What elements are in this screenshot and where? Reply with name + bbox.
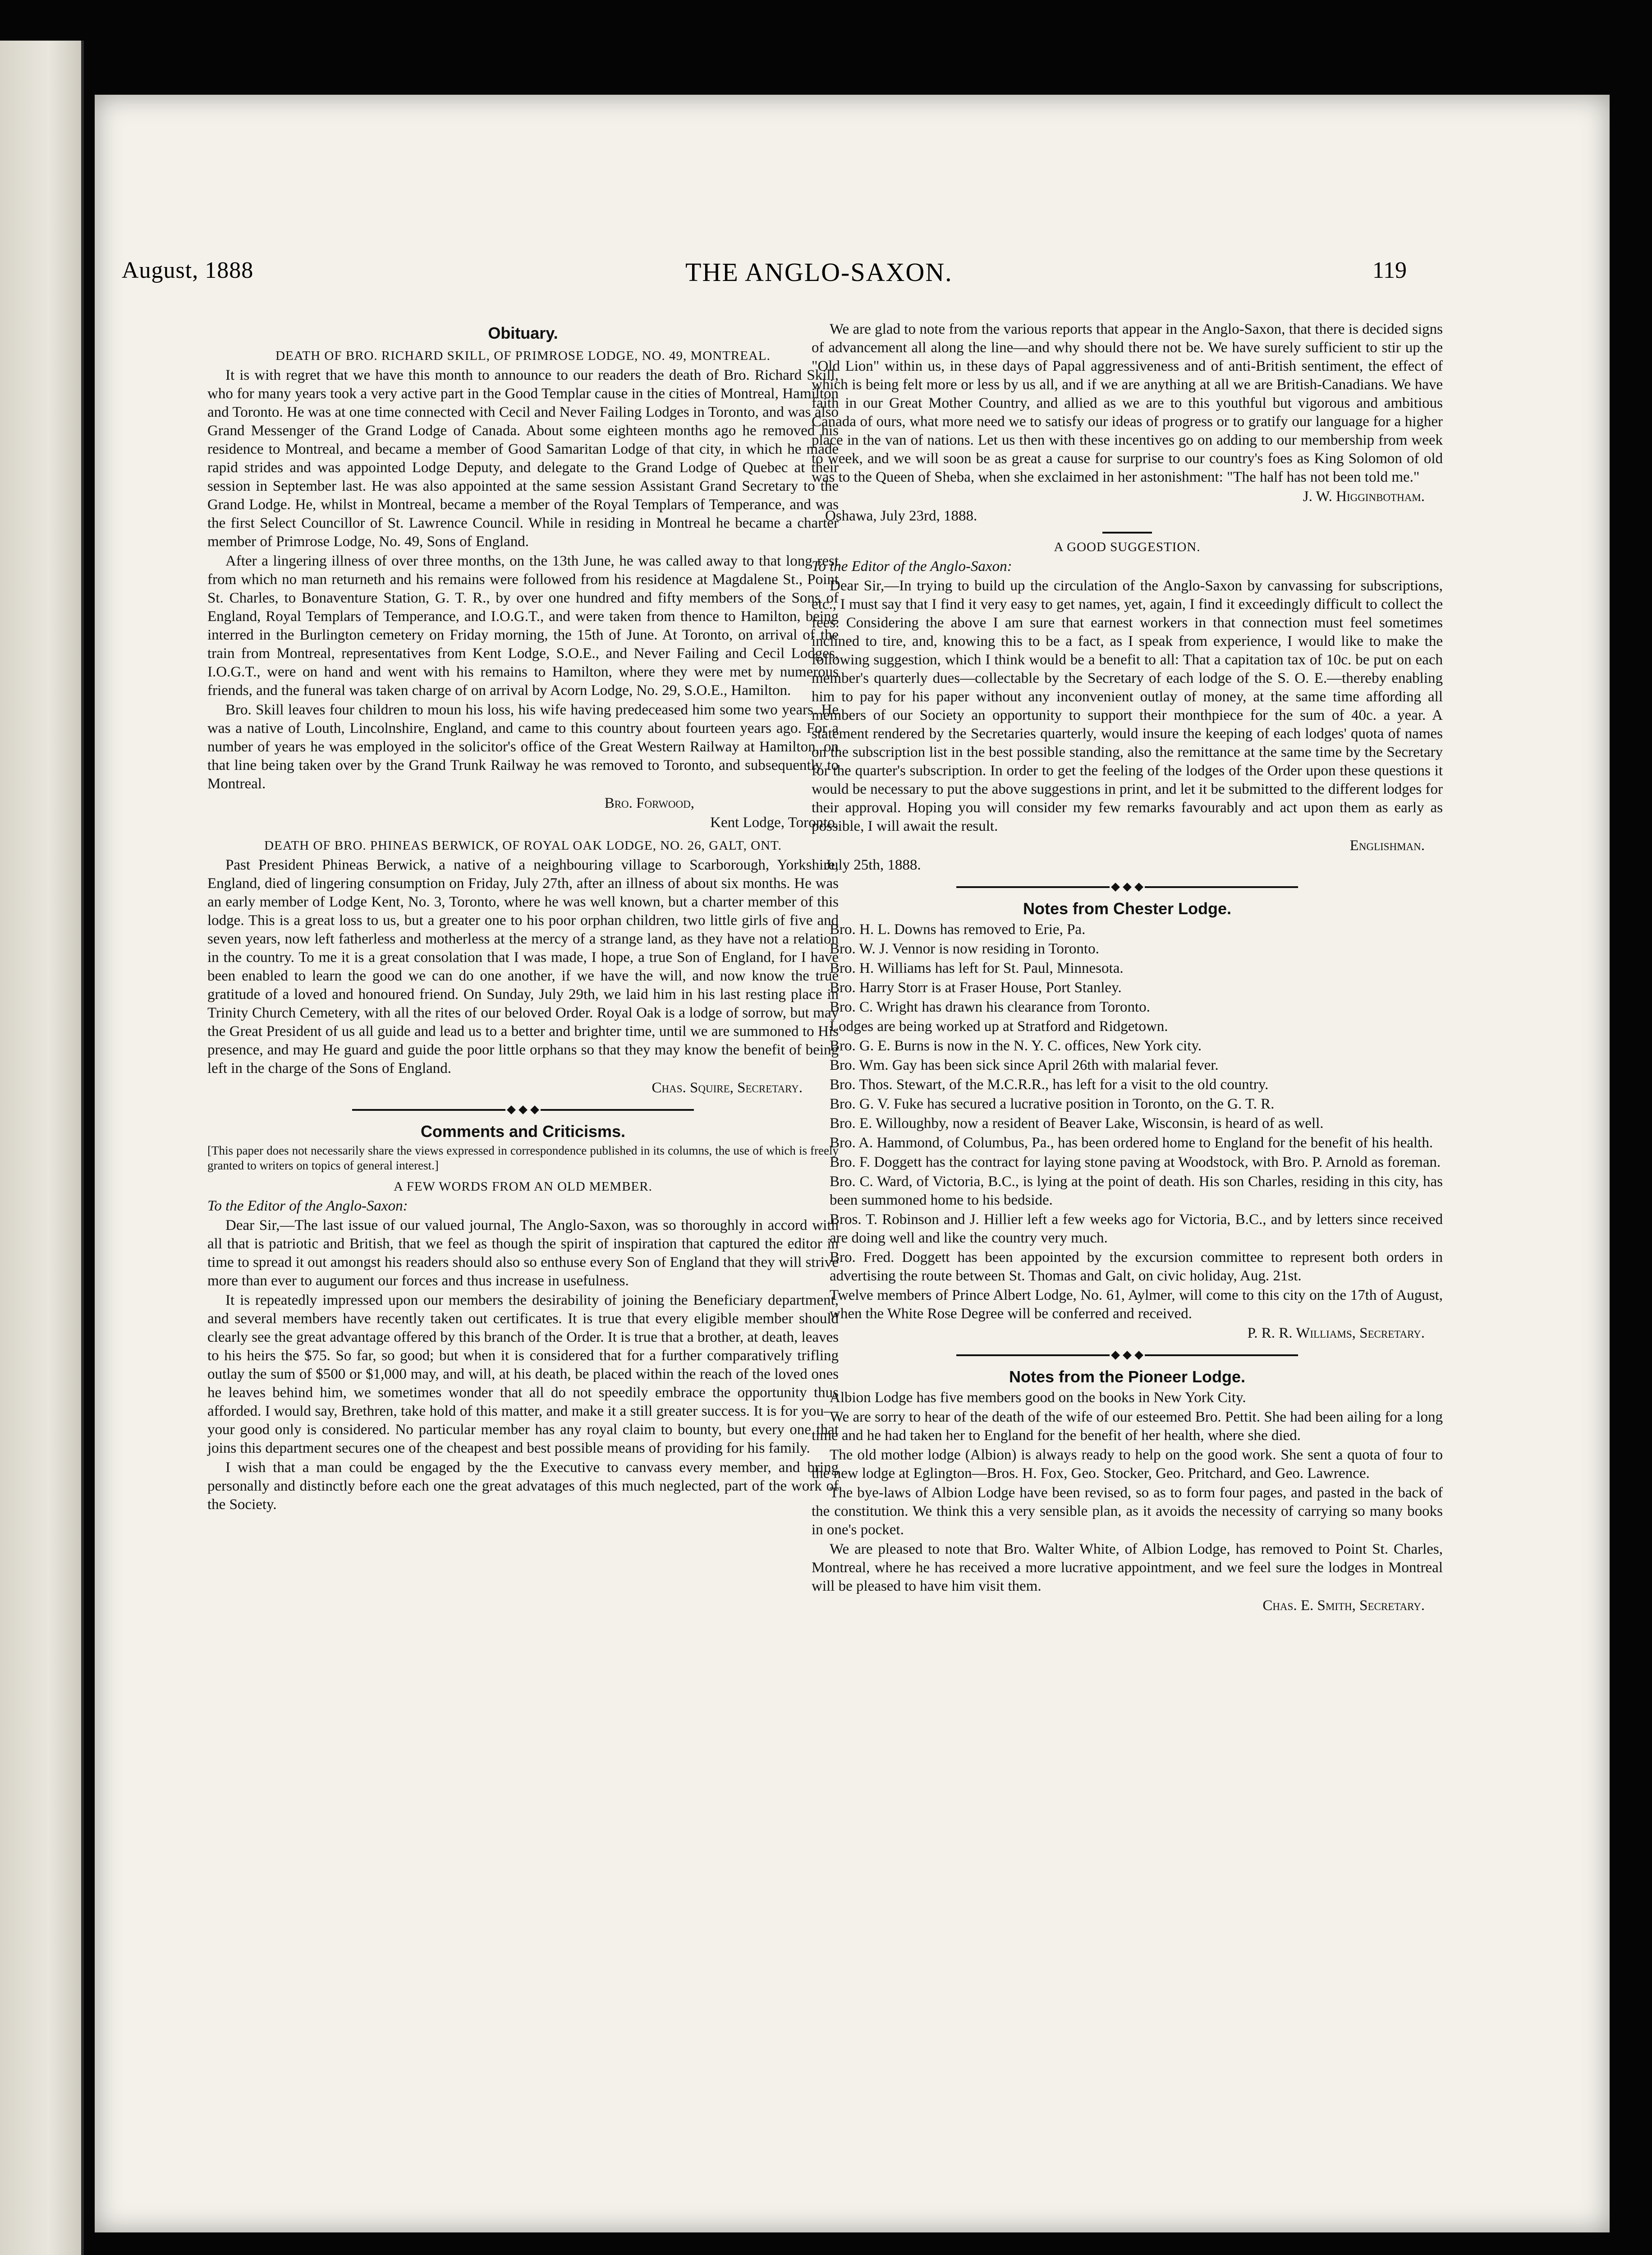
ornament-divider-pioneer [812,1345,1443,1364]
list-item: Bros. T. Robinson and J. Hillier left a few weeks ago for Victoria, B.C., and by letters since received are doing well and like the country very much. [830,1211,1443,1246]
berwick-paragraph: Past President Phineas Berwick, a native of a neighbouring village to Scarborough, Yorkshire, England, died of lingering consumption on Friday, July 27th, after an illness of about six months. He was an early member of Lodge Kent, No. 3, Toronto, where he was well known, but a charter member of this lodge. This is a great loss to us, but a greater one to his poor orphan children, two little girls of five and seven years, now left fatherless and motherless at the mercy of a strange land, as they have not a relation in the country. To me it is a great consolation that I was made, I hope, a true Son of England, for I have been enabled to learn the good we can do one another, if we have the will, and now know the true gratitude of a loved and honoured friend. On Sunday, July 29th, we laid him in his last resting place in Trinity Church Cemetery, with all the rites of our beloved Order. Royal Oak is a lodge of sorrow, but may the Great President of us all guide and lead us to a better and brighter time, until we are summoned to His presence, and may He guard and guide the poor little orphans so that they may know the benefit of being left in the charge of the Sons of England. [207,857,839,1077]
skill-signature: Bro. Forwood, [604,795,694,811]
list-item: Bro. E. Willoughby, now a resident of Beaver Lake, Wisconsin, is heard of as well. [830,1115,1324,1132]
berwick-signature: Chas. Squire, Secretary. [652,1080,803,1096]
pioneer-paragraph-5: We are pleased to note that Bro. Walter White, of Albion Lodge, has removed to Point St. Charles, Montreal, where he has received a more lucrative appointment, and we feel sure the lodges in Montreal will be pleased to have him visit them. [812,1541,1443,1594]
list-item: Bro. Thos. Stewart, of the M.C.R.R., has left for a visit to the old country. [830,1077,1269,1093]
page-number: 119 [1372,258,1407,283]
list-item: Bro. C. Ward, of Victoria, B.C., is lying at the point of death. His son Charles, residing in this city, has been summoned home to his bedside. [830,1174,1443,1208]
left-column [207,320,839,1515]
skill-paragraph-2: After a lingering illness of over three months, on the 13th June, he was called away to that long rest from which no man returneth and his remains were followed from his residence at Magdalene St., Point St. Charles, to Bonaventure Station, G. T. R., by over one hundred and fifty members of the Sons of England, Royal Templars of Temperance, and I.O.G.T., and were taken from thence to Hamilton, being interred in the Burlington cemetery on Friday morning, the 15th of June. At Toronto, on arrival of the train from Montreal, representatives from Kent Lodge, S.O.E., and Never Failing and Cecil Lodges, I.O.G.T., were on hand and went with his remains to Hamilton, where they were met by numerous friends, and the funeral was taken charge of on arrival by Acorn Lodge, No. 29, S.O.E., Hamilton. [207,553,839,699]
glad-to-note-paragraph: We are glad to note from the various reports that appear in the Anglo-Saxon, that there is decided signs of advancement all along the line—and why should there not be. We have surely sufficient to stir up the "Old Lion" within us, in these days of Papal aggressiveness and of anti-British sentiment, the effect of which is being felt more or less by us all, and if we are anything at all we are British-Canadians. We have faith in our Great Mother Country, and allied as we are to this youthful but vigorous and ambitious Canada of ours, what more need we to satisfy our ideas of progress or to gratify our language for a higher place in the van of nations. Let us then with these incentives go on adding to our membership from week to week, and we will soon be as great a cause for surprise to our country's foes as King Solomon of old was to the Queen of Sheba, when she exclaimed in her astonishment: "The half has not been told me." [812,321,1443,485]
page-header [122,257,1407,293]
williams-signature: P. R. R. Williams, Secretary. [1247,1325,1425,1341]
pioneer-paragraph-4: The bye-laws of Albion Lodge have been revised, so as to form four pages, and pasted in the back of the constitution. We think this a very sensible plan, as it avoids the necessity of carrying so many books in one's pocket. [812,1485,1443,1538]
pioneer-paragraph-2: We are sorry to hear of the death of the wife of our esteemed Bro. Pettit. She had been ailing for a long time and he had taken her to England for the benefit of her health, where she died. [812,1409,1443,1444]
to-editor-salutation: To the Editor of the Anglo-Saxon: [207,1198,408,1214]
berwick-death-heading: DEATH OF BRO. PHINEAS BERWICK, OF ROYAL OAK LODGE, NO. 26, GALT, ONT. [264,838,782,853]
skill-paragraph-3: Bro. Skill leaves four children to moun his loss, his wife having predeceased him some two years. He was a native of Louth, Lincolnshire, England, and came to this country about fourteen years ago. For a number of years he was employed in the solicitor's office of the Great Western Railway at Hamilton, on that line being taken over by the Grand Trunk Railway he was removed to Toronto, and subsequently to Montreal. [207,702,839,792]
list-item: Bro. W. J. Vennor is now residing in Toronto. [830,941,1099,957]
suggestion-paragraph: Dear Sir,—In trying to build up the circulation of the Anglo-Saxon by canvassing for subscriptions, etc., I must say that I find it very easy to get names, yet, again, I find it exceedingly difficult to collect the fees. Considering the above I am sure that earnest workers in that connection must feel sometimes inclined to tire, and, knowing this to be a fact, as I speak from experience, I would like to make the following suggestion, which I think would be a benefit to all: That a capitation tax of 10c. be put on each member's quarterly dues—collectable by the Secretary of each lodge of the S. O. E.—thereby enabling him to pay for his paper without any inconvenient outlay of money, at the same time affording all members of our Society an opportunity to support their monthpiece for the sum of 40c. a year. A statement rendered by the Secretaries quarterly, would insure the keeping of each lodges' quota of names on the subscription list in the best possible standing, also the remittance at the same time by the Secretary for the quarter's subscription. In order to get the feeling of the lodges of the Order upon these questions it would be necessary to put the above suggestions in print, and let it be submitted to the different lodges for their approval. Hoping you will consider my few remarks favourably and act upon them as early as possible, I will await the result. [812,578,1443,834]
issue-date: August, 1888 [122,258,254,283]
old-member-paragraph-3: I wish that a man could be engaged by the the Executive to canvass every member, and bring personally and distinctly before each one the great advatages of this much neglected, part of the work of the Society. [207,1459,839,1513]
list-item: Twelve members of Prince Albert Lodge, No. 61, Aylmer, will come to this city on the 17th of August, when the White Rose Degree will be conferred and received. [830,1287,1443,1322]
oshawa-dateline: Oshawa, July 23rd, 1888. [825,508,977,524]
list-item: Bro. H. L. Downs has removed to Erie, Pa. [830,921,1086,938]
publication-title: THE ANGLO-SAXON. [685,258,953,287]
pioneer-paragraph-1: Albion Lodge has five members good on the books in New York City. [830,1390,1246,1406]
smith-signature: Chas. E. Smith, Secretary. [1262,1597,1425,1614]
obituary-heading: Obituary. [488,324,558,342]
skill-paragraph-1: It is with regret that we have this month to announce to our readers the death of Bro. Richard Skill, who for many years took a very active part in the Good Templar cause in the cities of Montreal, Hamilton and Toronto. He was at one time connected with Cecil and Never Failing Lodges in Toronto, and was also Grand Messenger of the Grand Lodge of Canada. About some eighteen months ago he removed his residence to Montreal, and became a member of Good Samaritan Lodge of that city, in which he made rapid strides and was appointed Lodge Deputy, and delegate to the Grand Lodge of Quebec at their session in September last. He was also appointed at the same session Assistant Grand Secretary to the Grand Lodge. He, whilst in Montreal, became a member of the Royal Templars of Temperance, and was the first Select Councillor of St. Lawrence Council. While in residing in Montreal he became a charter member of Primrose Lodge, No. 49, Sons of England. [207,367,839,550]
list-item: Bro. C. Wright has drawn his clearance from Toronto. [830,999,1150,1015]
chester-lodge-heading: Notes from Chester Lodge. [1023,899,1232,918]
old-member-paragraph-1: Dear Sir,—The last issue of our valued journal, The Anglo-Saxon, was so thoroughly in accord with all that is patriotic and British, that we feel as though the spirit of inspiration that captured the editor in time to spread it out amongst his readers should also so enthuse every Son of England that they will strive more than ever to augument our forces and thus increase in usefulness. [207,1217,839,1289]
ornament-divider [207,1100,839,1118]
list-item: Bro. Wm. Gay has been sick since April 26th with malarial fever. [830,1057,1219,1073]
right-column [812,320,1443,1616]
higginbotham-signature: J. W. Higginbotham. [1303,488,1425,505]
old-member-paragraph-2: It is repeatedly impressed upon our members the desirability of joining the Beneficiary department, and several members have recently taken out certificates. It is true that every eligible member should clearly see the great advantage offered by this branch of the Order. It is true that a brother, at death, leaves to his heirs the $75. So far, so good; but when it is considered that for a further comparatively trifling outlay the sum of $500 or $1,000 may, and will, at his death, be placed within the reach of the loved ones he leaves behind him, we sometimes wonder that all do not speedily embrace the opportunity thus afforded. I would say, Brethren, take hold of this matter, and make it a still greater success. It is for you—your good only is considered. No particular member has any royal claim to bounty, but every one that joins this department secures one of the cheapest and best possible means of providing for his family. [207,1292,839,1456]
skill-death-heading: DEATH OF BRO. RICHARD SKILL, OF PRIMROSE LODGE, NO. 49, MONTREAL. [275,349,771,363]
pioneer-lodge-heading: Notes from the Pioneer Lodge. [1009,1367,1246,1386]
ornament-divider-chester [812,877,1443,896]
adjacent-page-edge [0,41,84,2255]
list-item: Lodges are being worked up at Stratford and Ridgetown. [830,1018,1168,1035]
pioneer-paragraph-3: The old mother lodge (Albion) is always ready to help on the good work. She sent a quota of four to the new lodge at Eglington—Bros. H. Fox, Geo. Stocker, Geo. Pritchard, and Geo. Lawrence. [812,1447,1443,1482]
list-item: Bro. A. Hammond, of Columbus, Pa., has been ordered home to England for the benefit of his health. [830,1135,1433,1151]
list-item: Bro. H. Williams has left for St. Paul, Minnesota. [830,960,1124,976]
list-item: Bro. Harry Storr is at Fraser House, Port Stanley. [830,980,1122,996]
to-editor-salutation-right: To the Editor of the Anglo-Saxon: [812,558,1012,575]
old-member-heading: A FEW WORDS FROM AN OLD MEMBER. [394,1179,652,1194]
comments-heading: Comments and Criticisms. [420,1122,626,1141]
list-item: Bro. G. V. Fuke has secured a lucrative position in Toronto, on the G. T. R. [830,1096,1275,1112]
editorial-disclaimer: [This paper does not necessarily share the views expressed in correspondence published in its columns, the use of which is freely granted to writers on topics of general interest.] [207,1144,839,1172]
good-suggestion-heading: A GOOD SUGGESTION. [1054,540,1201,554]
list-item: Bro. F. Doggett has the contract for laying stone paving at Woodstock, with Bro. P. Arnold as foreman. [830,1154,1441,1170]
englishman-signature: Englishman. [1349,838,1425,854]
skill-signature-lodge: Kent Lodge, Toronto. [710,815,839,831]
list-item: Bro. Fred. Doggett has been appointed by the excursion committee to represent both orders in advertising the route between St. Thomas and Galt, on civic holiday, Aug. 21st. [830,1249,1443,1284]
section-rule [1102,532,1152,534]
chester-notes-list [812,920,1443,1323]
suggestion-dateline: July 25th, 1888. [825,857,921,873]
list-item: Bro. G. E. Burns is now in the N. Y. C. offices, New York city. [830,1038,1202,1054]
